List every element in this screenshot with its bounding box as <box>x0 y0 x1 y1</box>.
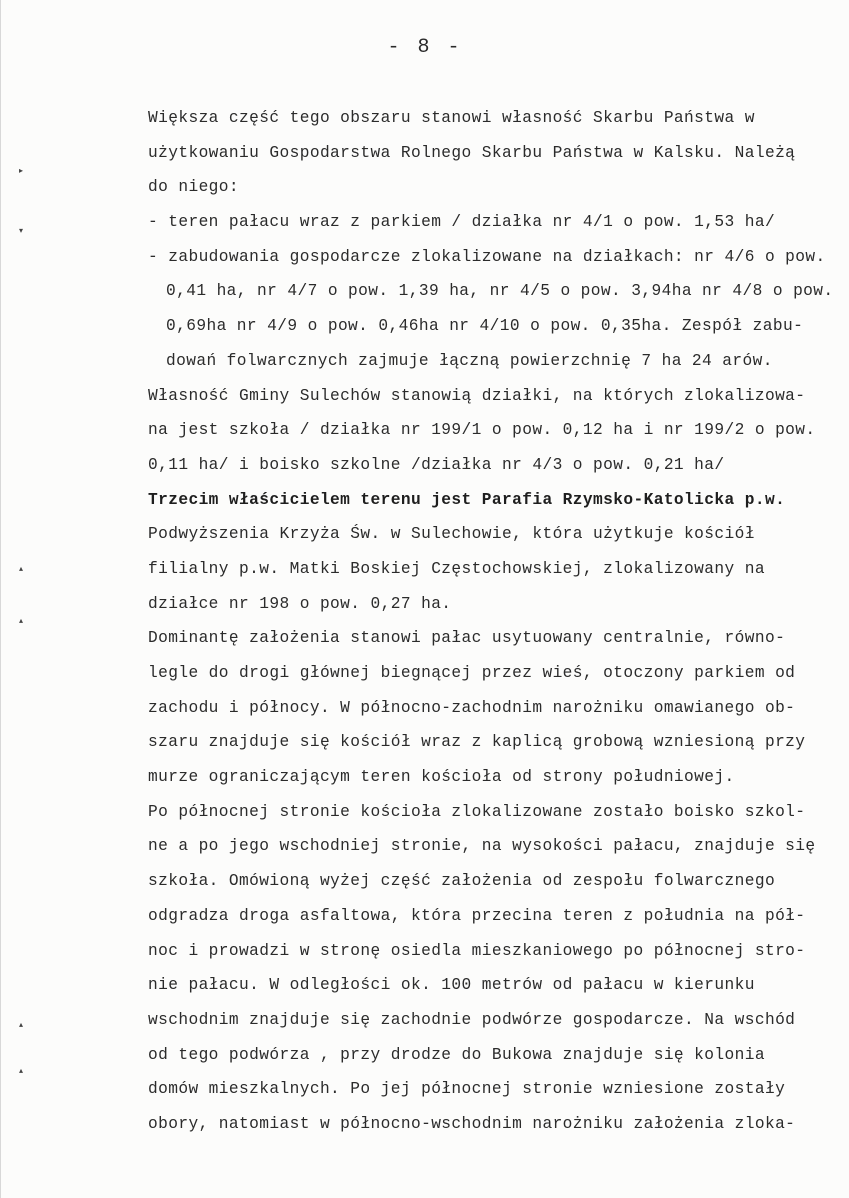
text-line: - zabudowania gospodarcze zlokalizowane na działkach: nr 4/6 o pow. <box>148 247 826 266</box>
text-line: wschodnim znajduje się zachodnie podwórze gospodarcze. Na wschód <box>148 1010 796 1029</box>
text-line: szaru znajduje się kościół wraz z kaplicą grobową wzniesioną przy <box>148 733 806 752</box>
page-number: - 8 - <box>387 36 463 59</box>
text-line: Własność Gminy Sulechów stanowią działki, na których zlokalizowa- <box>148 386 806 405</box>
body-text <box>148 106 838 1147</box>
text-line: - teren pałacu wraz z parkiem / działka nr 4/1 o pow. 1,53 ha/ <box>148 213 776 232</box>
text-line: Dominantę założenia stanowi pałac usytuowany centralnie, równo- <box>148 629 786 648</box>
text-line: legle do drogi głównej biegnącej przez wieś, otoczony parkiem od <box>148 664 796 682</box>
text-line: szkoła. Omówioną wyżej część założenia od zespołu folwarcznego <box>148 872 776 891</box>
margin-mark: ▴ <box>19 1066 24 1075</box>
text-line: ne a po jego wschodniej stronie, na wysokości pałacu, znajduje się <box>148 837 816 856</box>
margin-mark: ▾ <box>19 226 24 235</box>
text-line: obory, natomiast w północno-wschodnim narożniku założenia zloka- <box>148 1114 796 1133</box>
text-line: murze ograniczającym teren kościoła od strony południowej. <box>148 768 735 787</box>
text-line: dowań folwarcznych zajmuje łączną powierzchnię 7 ha 24 arów. <box>166 351 773 370</box>
text-line: noc i prowadzi w stronę osiedla mieszkaniowego po północnej stro- <box>148 941 806 960</box>
text-line: 0,69ha nr 4/9 o pow. 0,46ha nr 4/10 o pow. 0,35ha. Zespół zabu- <box>166 317 804 336</box>
text-line: Trzecim właścicielem terenu jest Parafia Rzymsko-Katolicka p.w. <box>148 490 786 509</box>
margin-mark: ▸ <box>19 166 24 175</box>
text-line: zachodu i północy. W północno-zachodnim narożniku omawianego ob- <box>148 698 796 717</box>
text-line: od tego podwórza , przy drodze do Bukowa znajduje się kolonia <box>148 1045 765 1064</box>
text-line: na jest szkoła / działka nr 199/1 o pow. 0,12 ha i nr 199/2 o pow. <box>148 421 816 440</box>
text-line: domów mieszkalnych. Po jej północnej stronie wzniesione zostały <box>148 1080 786 1099</box>
text-line: nie pałacu. W odległości ok. 100 metrów od pałacu w kierunku <box>148 976 755 995</box>
text-line: użytkowaniu Gospodarstwa Rolnego Skarbu Państwa w Kalsku. Należą <box>148 143 796 162</box>
text-line: działce nr 198 o pow. 0,27 ha. <box>148 594 452 613</box>
text-line: Po północnej stronie kościoła zlokalizowane zostało boisko szkol- <box>148 802 806 821</box>
text-line: Podwyższenia Krzyża Św. w Sulechowie, która użytkuje kościół <box>148 525 755 544</box>
text-line: 0,41 ha, nr 4/7 o pow. 1,39 ha, nr 4/5 o pow. 3,94ha nr 4/8 o pow. <box>166 282 834 301</box>
margin-mark: ▴ <box>19 616 24 625</box>
text-line: 0,11 ha/ i boisko szkolne /działka nr 4/3 o pow. 0,21 ha/ <box>148 455 725 474</box>
text-line: do niego: <box>148 178 240 197</box>
margin-mark: ▴ <box>19 564 24 573</box>
margin-mark: ▴ <box>19 1020 24 1029</box>
text-line: Większa część tego obszaru stanowi własność Skarbu Państwa w <box>148 109 755 127</box>
text-line: odgradza droga asfaltowa, która przecina teren z południa na pół- <box>148 906 806 925</box>
text-line: filialny p.w. Matki Boskiej Częstochowskiej, zlokalizowany na <box>148 559 765 578</box>
